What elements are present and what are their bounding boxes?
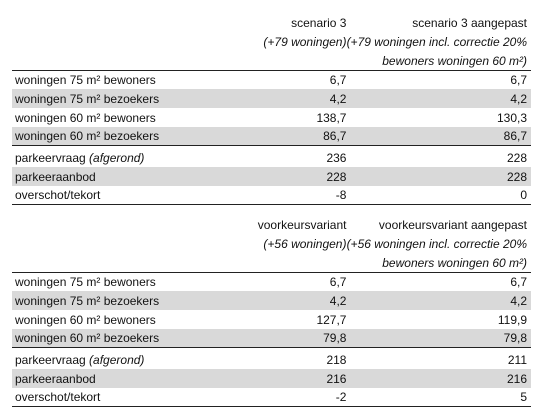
- row-label: woningen 60 m² bezoekers: [15, 129, 160, 143]
- value-cell: 127,7: [316, 312, 347, 327]
- table-row: [12, 148, 531, 167]
- table-row: [12, 388, 531, 407]
- value-cell: 6,7: [510, 73, 527, 87]
- value-cell: 119,9: [497, 312, 527, 327]
- table-row: [12, 70, 531, 89]
- column-subtitle: (+79 woningen): [263, 34, 347, 49]
- column-subtitle: bewoners woningen 60 m²): [382, 255, 527, 270]
- table-row: [12, 329, 531, 348]
- table-header-row: [12, 215, 531, 234]
- row-label: parkeeraanbod: [15, 371, 96, 386]
- value-cell: 86,7: [503, 129, 527, 143]
- value-cell: 86,7: [323, 129, 347, 143]
- value-cell: 130,3: [496, 110, 527, 125]
- value-cell: 6,7: [329, 275, 347, 289]
- row-label: overschot/tekort: [15, 188, 101, 202]
- row-label: overschot/tekort: [15, 390, 101, 404]
- value-cell: 4,2: [510, 91, 527, 106]
- table-header-row: [12, 13, 531, 32]
- row-label: woningen 75 m² bezoekers: [15, 293, 160, 308]
- column-subtitle: (+79 woningen incl. correctie 20%: [346, 34, 527, 49]
- value-cell: 218: [326, 352, 347, 367]
- parking-table-scenario-3: [12, 13, 531, 205]
- table-row: [12, 369, 531, 388]
- row-label: woningen 75 m² bezoekers: [15, 91, 160, 106]
- table-header-row: [12, 51, 531, 70]
- row-label: parkeervraag (afgerond): [15, 352, 145, 367]
- value-cell: -8: [335, 188, 347, 202]
- row-label: parkeeraanbod: [15, 169, 96, 184]
- value-cell: 4,2: [329, 91, 347, 106]
- table-row: [12, 186, 531, 205]
- table-row: [12, 89, 531, 108]
- value-cell: 79,8: [323, 331, 347, 345]
- value-cell: 4,2: [510, 293, 527, 308]
- row-label: woningen 60 m² bezoekers: [15, 331, 160, 345]
- value-cell: -2: [335, 390, 347, 404]
- row-label: woningen 60 m² bewoners: [15, 312, 156, 327]
- column-subtitle: (+56 woningen incl. correctie 20%: [346, 236, 527, 251]
- value-cell: 138,7: [316, 110, 347, 125]
- row-label: woningen 75 m² bewoners: [15, 275, 156, 289]
- value-cell: 228: [326, 169, 347, 184]
- value-cell: 6,7: [329, 73, 347, 87]
- value-cell: 79,8: [503, 331, 527, 345]
- table-row: [12, 108, 531, 127]
- value-cell: 228: [506, 169, 527, 184]
- value-cell: 6,7: [510, 275, 527, 289]
- parking-table-voorkeursvariant: [12, 215, 531, 407]
- table-row: [12, 272, 531, 291]
- row-label: woningen 75 m² bewoners: [15, 73, 156, 87]
- table-row: [12, 291, 531, 310]
- table-header-row: [12, 253, 531, 272]
- value-cell: 0: [520, 188, 527, 202]
- column-title: scenario 3: [291, 15, 347, 30]
- column-title: scenario 3 aangepast: [412, 15, 527, 30]
- column-title: voorkeursvariant: [257, 217, 347, 232]
- table-row: [12, 350, 531, 369]
- column-title: voorkeursvariant aangepast: [378, 217, 527, 232]
- value-cell: 236: [326, 150, 347, 165]
- row-label: woningen 60 m² bewoners: [15, 110, 156, 125]
- value-cell: 5: [520, 390, 527, 404]
- table-header-row: [12, 32, 531, 51]
- value-cell: 216: [326, 371, 347, 386]
- table-header-row: [12, 234, 531, 253]
- column-subtitle: (+56 woningen): [263, 236, 347, 251]
- value-cell: 211: [507, 352, 527, 367]
- table-row: [12, 127, 531, 146]
- table-row: [12, 310, 531, 329]
- value-cell: 228: [506, 150, 527, 165]
- table-row: [12, 167, 531, 186]
- row-label: parkeervraag (afgerond): [15, 150, 145, 165]
- value-cell: 216: [506, 371, 527, 386]
- column-subtitle: bewoners woningen 60 m²): [382, 53, 527, 68]
- value-cell: 4,2: [329, 293, 347, 308]
